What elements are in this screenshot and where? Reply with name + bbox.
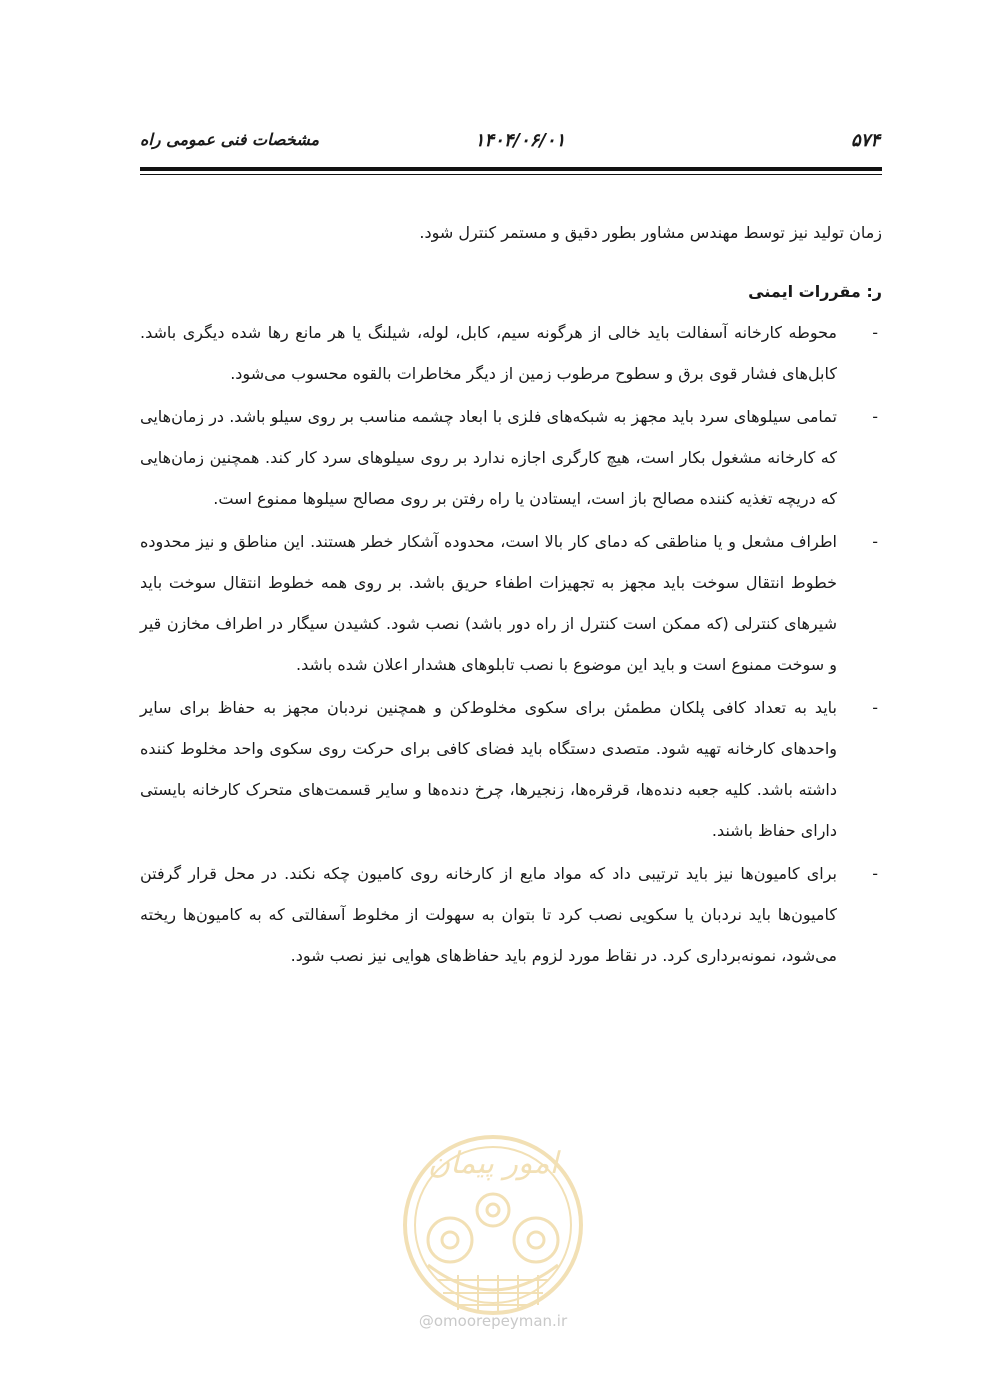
list-item-text: برای کامیون‌ها نیز باید ترتیبی داد که مواد مایع از کارخانه روی کامیون چکه نکند. در محل قرار گرفتن کامیون‌ها باید نردبان یا سکویی نصب کرد تا بتوان به سهولت از مخلوط آسفالتی که به کامیون‌ها ریخته می‌شود، نمونه‌برداری کرد. در نقاط مورد لزوم باید حفاظ‌های هوایی نیز نصب شود. <box>140 864 837 965</box>
watermark-logo-text: امور پیمان <box>428 1146 558 1181</box>
list-item <box>140 396 882 519</box>
list-item <box>140 687 882 851</box>
list-item <box>140 312 882 394</box>
page-number: ۵۷۴ <box>850 130 880 151</box>
bullet-dash: - <box>872 407 878 426</box>
header-rule-thin <box>140 174 882 175</box>
watermark-logo <box>388 1115 598 1345</box>
header-rule-thick <box>140 167 882 171</box>
bullet-dash: - <box>872 323 878 342</box>
watermark-site: @omoorepeyman.ir <box>418 1312 568 1330</box>
bullet-dash: - <box>872 864 878 883</box>
list-item-text: اطراف مشعل و یا مناطقی که دمای کار بالا است، محدوده آشکار خطر هستند. این مناطق و نیز محدوده خطوط انتقال سوخت باید مجهز به تجهیزات اطفاء حریق باشد. بر روی همه خطوط انتقال سوخت باید شیرهای کنترلی (که ممکن است کنترل از راه دور باشد) نصب شود. کشیدن سیگار در اطراف مخازن قیر و سوخت ممنوع است و باید این موضوع با نصب تابلوهای هشدار اعلان شده باشد. <box>140 532 837 674</box>
list-item <box>140 853 882 976</box>
section-heading: ر: مقررات ایمنی <box>748 282 882 301</box>
list-item-text: تمامی سیلوهای سرد باید مجهز به شبکه‌های فلزی با ابعاد چشمه مناسب بر روی سیلو باشد. در زمان‌هایی که کارخانه مشغول بکار است، هیچ کارگری اجازه ندارد بر روی سیلوهای سرد کار کند. همچنین زمان‌هایی که دریچه تغذیه کننده مصالح باز است، ایستادن یا راه رفتن بر روی مصالح سیلوها ممنوع است. <box>140 407 837 508</box>
list-item-text: محوطه کارخانه آسفالت باید خالی از هرگونه سیم، کابل، لوله، شیلنگ یا هر مانع رها شده دیگری باشد. کابل‌های فشار قوی برق و سطوح مرطوب زمین از دیگر مخاطرات بالقوه محسوب می‌شود. <box>140 323 837 383</box>
safety-rules-list <box>140 312 882 976</box>
header-date: ۱۴۰۴/۰۶/۰۱ <box>474 130 566 151</box>
bullet-dash: - <box>872 532 878 551</box>
body-text <box>140 212 882 978</box>
bullet-dash: - <box>872 698 878 717</box>
intro-paragraph: زمان تولید نیز توسط مهندس مشاور بطور دقیق و مستمر کنترل شود. <box>419 223 882 242</box>
header-title: مشخصات فنی عمومی راه <box>140 130 320 149</box>
list-item-text: باید به تعداد کافی پلکان مطمئن برای سکوی مخلوط‌کن و همچنین نردبان مجهز به حفاظ برای سایر واحدهای کارخانه تهیه شود. متصدی دستگاه باید فضای کافی برای حرکت روی سکوی واحد مخلوط کننده داشته باشد. کلیه جعبه دنده‌ها، قرقره‌ها، زنجیرها، چرخ دنده‌ها و سایر قسمت‌های متحرک کارخانه بایستی دارای حفاظ باشند. <box>140 698 837 840</box>
page-header <box>140 128 880 158</box>
list-item <box>140 521 882 685</box>
